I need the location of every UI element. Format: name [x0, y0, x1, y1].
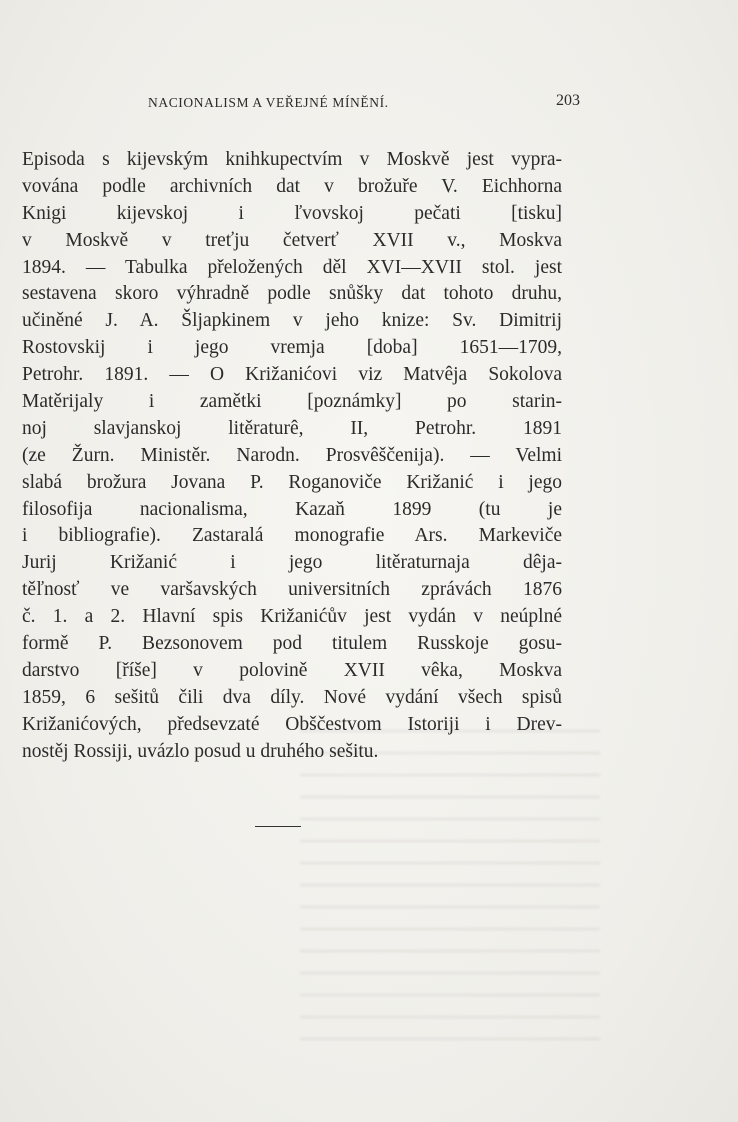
text-line: Rostovskij i jego vremja [doba] 1651—1709, [22, 337, 562, 359]
text-line: Episoda s kijevským knihkupectvím v Moskvě jest vypra- [22, 149, 562, 170]
text-line: (ze Žurn. Ministěr. Narodn. Prosvêščenija). — Velmi [22, 444, 562, 466]
text-line: vována podle archivních dat v brožuře V. Eichhorna [22, 175, 562, 197]
page-number: 203 [556, 92, 580, 109]
running-title: NACIONALISM A VEŘEJNÉ MÍNĚNÍ. [148, 95, 389, 110]
text-line: 1859, 6 sešitů čili dva díly. Nové vydání všech spisů [22, 686, 562, 708]
text-line: těľnosť ve varšavských universitních zprávách 1876 [22, 579, 562, 601]
text-line: Knigi kijevskoj i ľvovskoj pečati [tisku] [22, 202, 562, 224]
text-line-last: nostěj Rossiji, uvázlo posud u druhého sešitu. [22, 740, 379, 762]
text-line: 1894. — Tabulka přeložených děl XVI—XVII stol. jest [22, 256, 562, 278]
text-line: Petrohr. 1891. — O Križanićovi viz Matvêja Sokolova [22, 364, 562, 386]
footnote-text-block [22, 147, 562, 765]
section-divider-rule [255, 826, 301, 827]
text-line: Matěrijaly i zamětki [poznámky] po starin- [22, 391, 562, 413]
text-line: slabá brožura Jovana P. Roganoviče Križanić i jego [22, 471, 562, 493]
text-line: č. 1. a 2. Hlavní spis Križanićův jest vydán v neúplné [22, 606, 562, 628]
text-line: v Moskvě v treťju četverť XVII v., Moskva [22, 229, 562, 251]
running-header [148, 92, 580, 115]
text-line: noj slavjanskoj litěraturê, II, Petrohr. 1891 [22, 417, 562, 439]
text-line: učiněné J. A. Šljapkinem v jeho knize: Sv. Dimitrij [22, 310, 562, 332]
text-line: filosofija nacionalisma, Kazaň 1899 (tu je [22, 498, 562, 520]
text-line: Križanićových, předsevzaté Obščestvom Istoriji i Drev- [22, 713, 562, 735]
text-line: Jurij Križanić i jego litěraturnaja dêja- [22, 552, 562, 574]
text-line: sestavena skoro výhradně podle snůšky dat tohoto druhu, [22, 283, 562, 305]
text-line: darstvo [říše] v polovině XVII vêka, Moskva [22, 659, 562, 681]
text-line: formě P. Bezsonovem pod titulem Russkoje gosu- [22, 633, 562, 655]
show-through-text [300, 730, 600, 1060]
text-line: i bibliografie). Zastaralá monografie Ars. Markeviče [22, 525, 562, 547]
